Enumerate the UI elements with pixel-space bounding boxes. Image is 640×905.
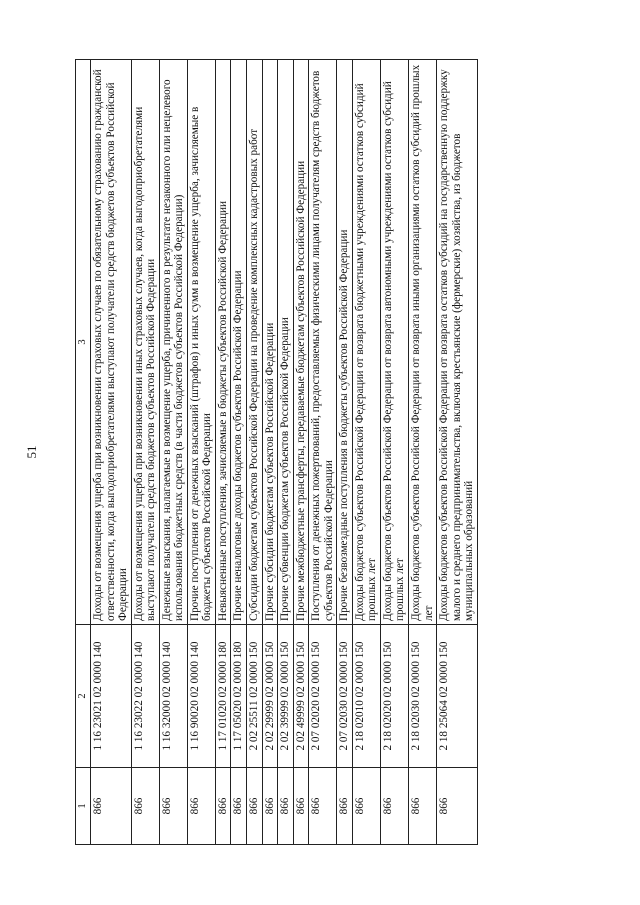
revenue-code: 2 02 25511 02 0000 150 xyxy=(247,625,263,768)
revenue-code: 2 07 02030 02 0000 150 xyxy=(337,625,353,768)
revenue-name: Доходы бюджетов субъектов Российской Федерации от возврата автономными учреждениями остатков субсидий прошлых лет xyxy=(380,60,408,625)
page-number: 51 xyxy=(24,445,39,459)
table-row xyxy=(337,60,353,845)
table-row xyxy=(409,60,437,845)
revenue-code: 2 18 25064 02 0000 150 xyxy=(437,625,478,768)
administrator-code: 866 xyxy=(262,768,278,845)
administrator-code: 866 xyxy=(352,768,380,845)
revenue-name: Невыясненные поступления, зачисляемые в бюджеты субъектов Российской Федерации xyxy=(215,60,231,625)
column-number: 2 xyxy=(76,625,91,768)
column-number: 3 xyxy=(76,60,91,625)
table-row xyxy=(380,60,408,845)
column-number-row xyxy=(76,60,91,845)
revenue-code: 1 16 90020 02 0000 140 xyxy=(187,625,215,768)
revenue-codes-table xyxy=(75,59,478,845)
table-row xyxy=(187,60,215,845)
table-row xyxy=(437,60,478,845)
revenue-code: 2 18 02010 02 0000 150 xyxy=(352,625,380,768)
administrator-code: 866 xyxy=(91,768,132,845)
revenue-name: Прочие субсидии бюджетам субъектов Российской Федерации xyxy=(262,60,278,625)
revenue-name: Доходы от возмещения ущерба при возникновении страховых случаев по обязательному страхованию гражданской ответственности, когда выгодоприобретателями выступают получатели средств бюджетов субъектов Российской Федерации xyxy=(91,60,132,625)
administrator-code: 866 xyxy=(159,768,187,845)
revenue-name: Прочие неналоговые доходы бюджетов субъектов Российской Федерации xyxy=(231,60,247,625)
table-row xyxy=(91,60,132,845)
administrator-code: 866 xyxy=(231,768,247,845)
revenue-name: Доходы бюджетов субъектов Российской Федерации от возврата иными организациями остатков субсидий прошлых лет xyxy=(409,60,437,625)
revenue-name: Поступления от денежных пожертвований, предоставляемых физическими лицами получателям средств бюджетов субъектов Российской Федерации xyxy=(309,60,337,625)
administrator-code: 866 xyxy=(437,768,478,845)
administrator-code: 866 xyxy=(215,768,231,845)
table-row xyxy=(131,60,159,845)
revenue-name: Прочие поступления от денежных взысканий (штрафов) и иных сумм в возмещение ущерба, зачисляемые в бюджеты субъектов Российской Федерации xyxy=(187,60,215,625)
revenue-name: Доходы от возмещения ущерба при возникновении иных страховых случаев, когда выгодоприобретателями выступают получатели средств бюджетов субъектов Российской Федерации xyxy=(131,60,159,625)
revenue-code: 2 07 02020 02 0000 150 xyxy=(309,625,337,768)
table-row xyxy=(309,60,337,845)
revenue-name: Прочие субвенции бюджетам субъектов Российской Федерации xyxy=(278,60,294,625)
revenue-code: 1 17 05020 02 0000 180 xyxy=(231,625,247,768)
revenue-code: 2 02 29999 02 0000 150 xyxy=(262,625,278,768)
revenue-code: 2 02 49999 02 0000 150 xyxy=(293,625,309,768)
administrator-code: 866 xyxy=(187,768,215,845)
table-row xyxy=(231,60,247,845)
table-row xyxy=(159,60,187,845)
table-row xyxy=(247,60,263,845)
revenue-name: Прочие межбюджетные трансферты, передаваемые бюджетам субъектов Российской Федерации xyxy=(293,60,309,625)
administrator-code: 866 xyxy=(293,768,309,845)
revenue-code: 2 18 02020 02 0000 150 xyxy=(380,625,408,768)
revenue-name: Доходы бюджетов субъектов Российской Федерации от возврата бюджетными учреждениями остатков субсидий прошлых лет xyxy=(352,60,380,625)
revenue-name: Субсидии бюджетам субъектов Российской Федерации на проведение комплексных кадастровых работ xyxy=(247,60,263,625)
revenue-code: 2 18 02030 02 0000 150 xyxy=(409,625,437,768)
administrator-code: 866 xyxy=(337,768,353,845)
revenue-code: 1 16 32000 02 0000 140 xyxy=(159,625,187,768)
rotated-table-wrapper xyxy=(75,60,545,845)
revenue-name: Денежные взыскания, налагаемые в возмещение ущерба, причиненного в результате незаконного или нецелевого использования бюджетных средств (в части бюджетов субъектов Российской Федерации) xyxy=(159,60,187,625)
revenue-code: 2 02 39999 02 0000 150 xyxy=(278,625,294,768)
administrator-code: 866 xyxy=(409,768,437,845)
revenue-name: Доходы бюджетов субъектов Российской Федерации от возврата остатков субсидий на государственную поддержку малого и среднего предпринимательства, включая крестьянские (фермерские) хозяйства, из бюджетов муниципальных образований xyxy=(437,60,478,625)
table-row xyxy=(215,60,231,845)
table-row xyxy=(262,60,278,845)
administrator-code: 866 xyxy=(278,768,294,845)
table-row xyxy=(278,60,294,845)
administrator-code: 866 xyxy=(131,768,159,845)
revenue-code: 1 16 23022 02 0000 140 xyxy=(131,625,159,768)
administrator-code: 866 xyxy=(309,768,337,845)
table-row xyxy=(293,60,309,845)
column-number: 1 xyxy=(76,768,91,845)
administrator-code: 866 xyxy=(380,768,408,845)
revenue-code: 1 17 01020 02 0000 180 xyxy=(215,625,231,768)
revenue-name: Прочие безвозмездные поступления в бюджеты субъектов Российской Федерации xyxy=(337,60,353,625)
table-row xyxy=(352,60,380,845)
administrator-code: 866 xyxy=(247,768,263,845)
revenue-code: 1 16 23021 02 0000 140 xyxy=(91,625,132,768)
